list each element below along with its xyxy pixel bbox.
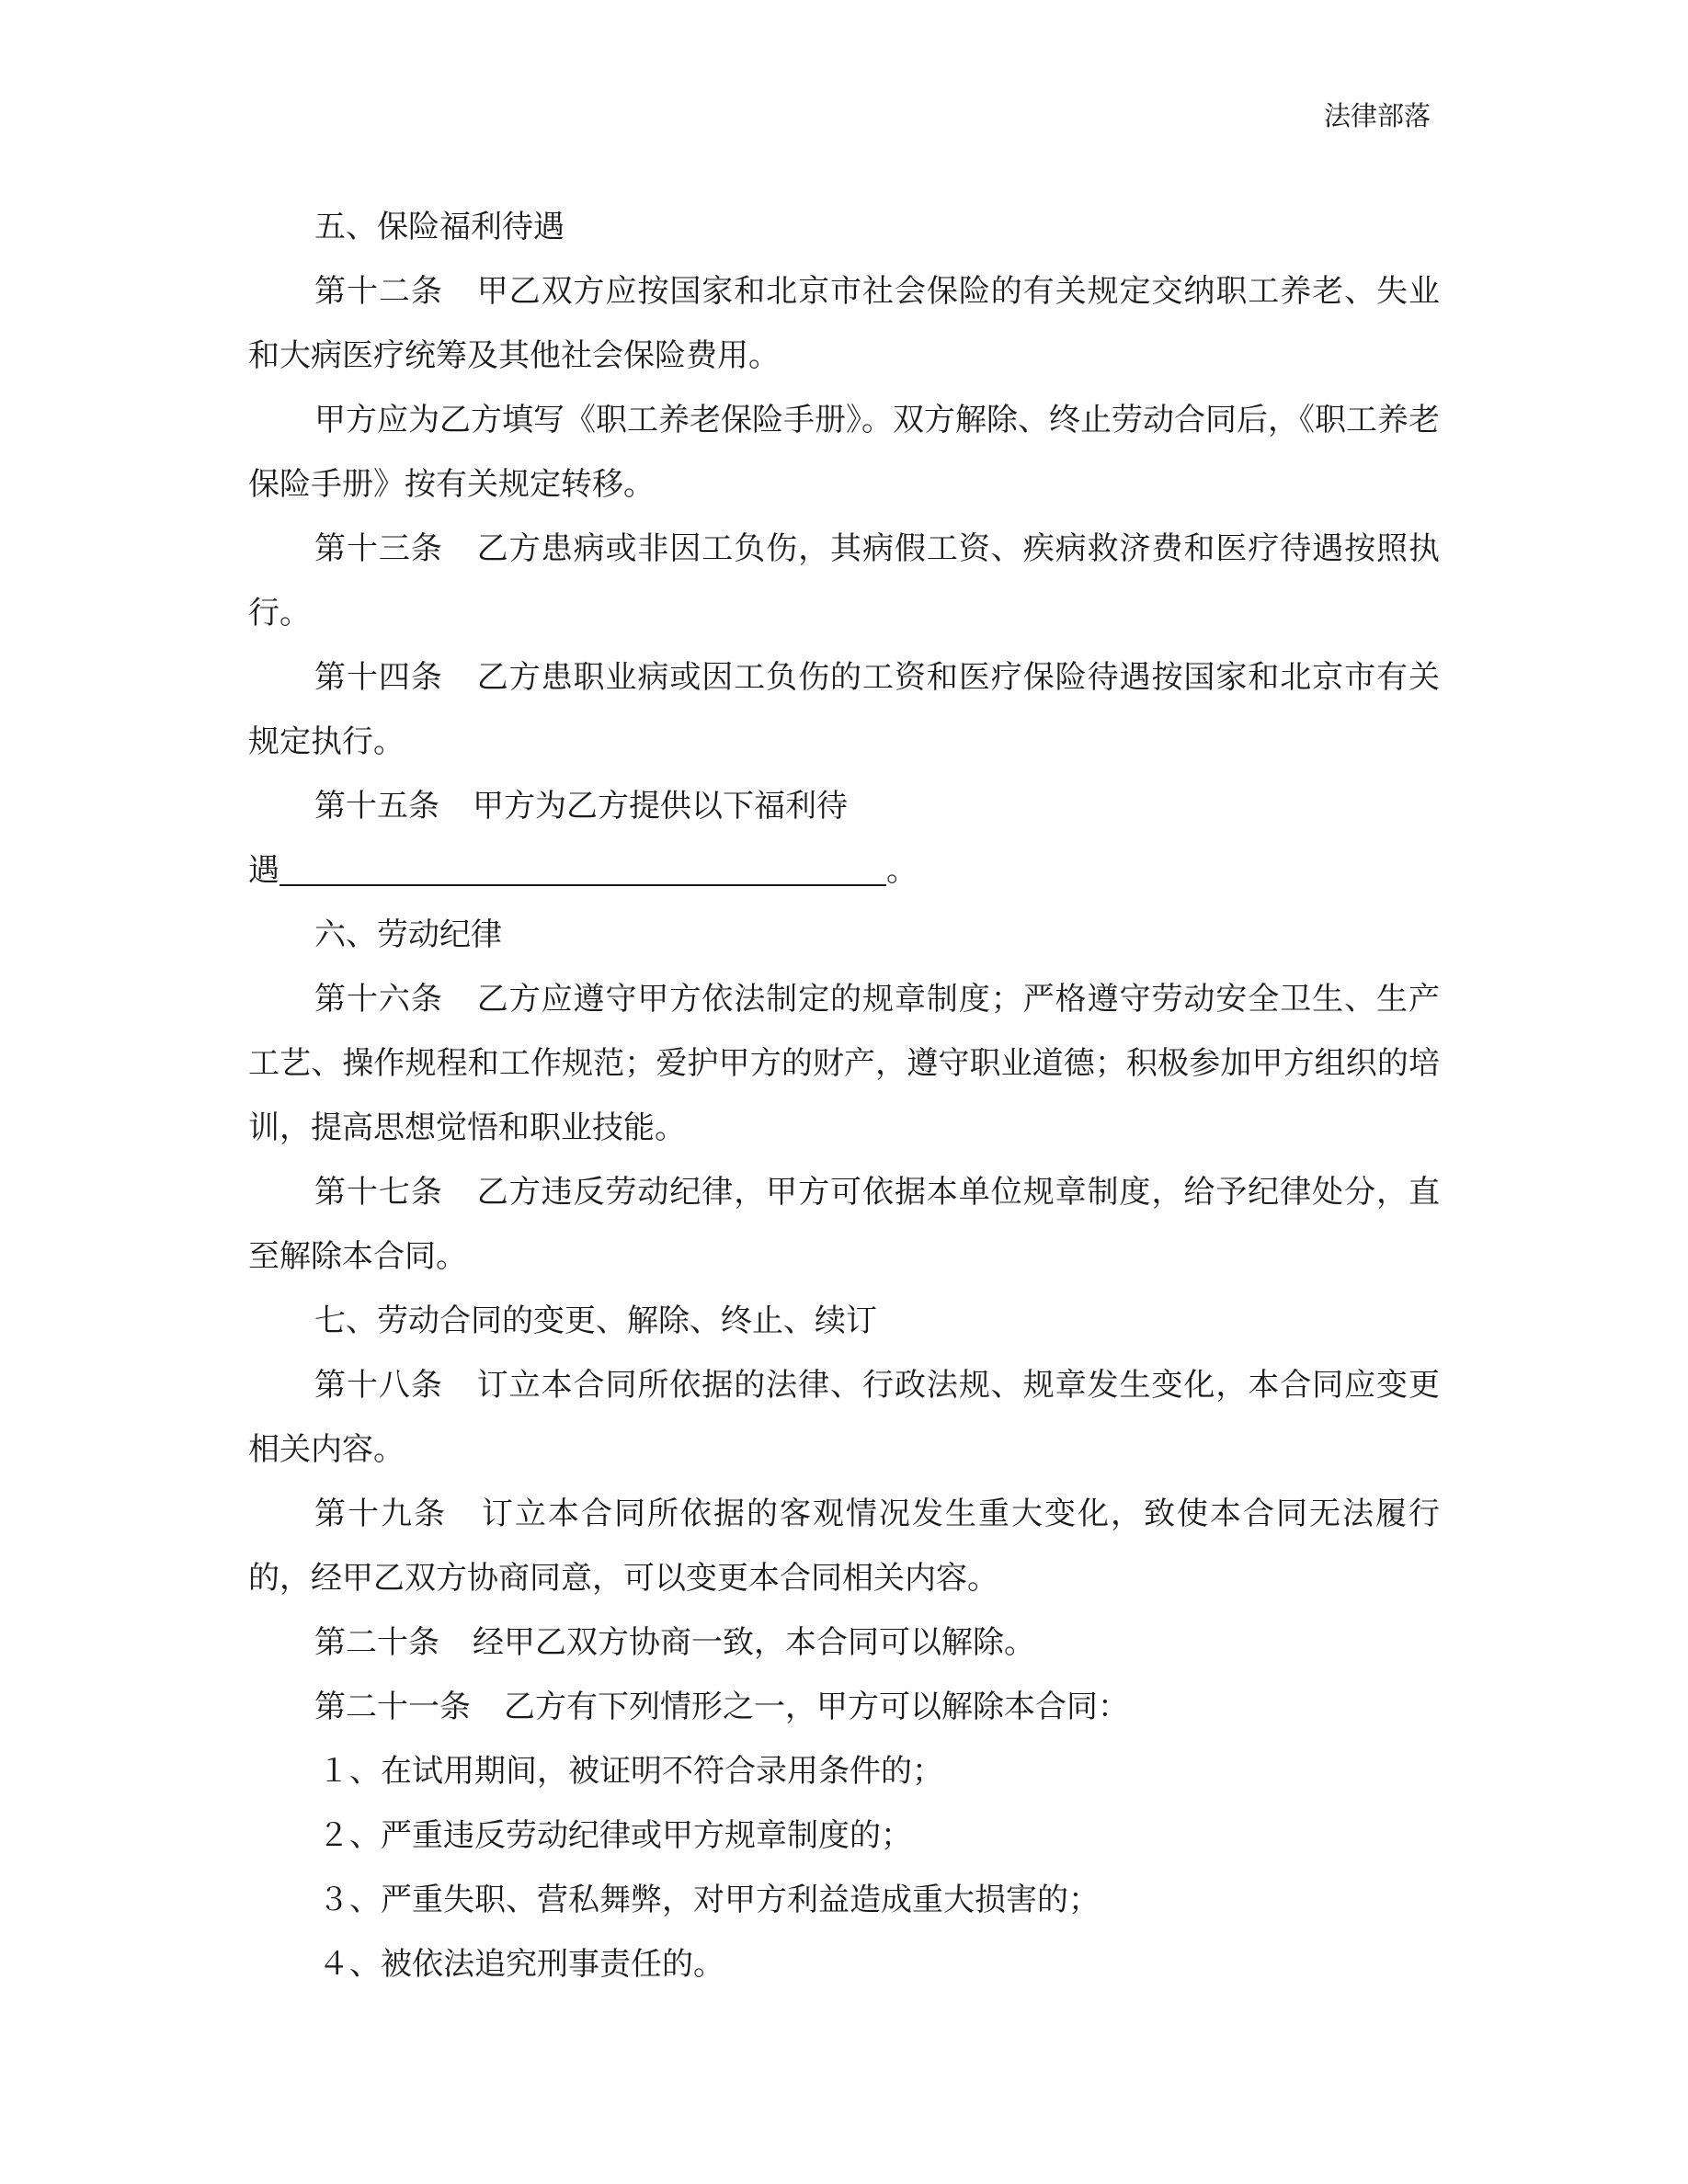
article-12 [248, 259, 1440, 388]
article-17 [248, 1160, 1440, 1289]
section-heading: 六、劳动纪律 [314, 916, 502, 953]
article-20 [248, 1610, 1440, 1675]
fill-in-blank [279, 847, 886, 886]
article-number: 第十五条 [314, 788, 439, 825]
article-number: 第二十一条 [314, 1689, 471, 1725]
article-text: 订立本合同所依据的客观情况发生重大变化，致使本合同无法履行的，经甲乙双方协商同意，可以变更本合同相关内容。 [248, 1496, 1440, 1597]
section-heading: 五、保险福利待遇 [314, 209, 565, 245]
article-15 [248, 774, 1440, 838]
article-number: 第十九条 [314, 1496, 447, 1532]
article-number: 第十七条 [314, 1174, 443, 1211]
article-number: 第二十条 [314, 1624, 439, 1661]
article-21 [248, 1675, 1440, 1739]
article-text: 甲乙双方应按国家和北京市社会保险的有关规定交纳职工养老、失业和大病医疗统筹及其他社会保险费用。 [248, 273, 1440, 374]
page-header: 法律部落 [1323, 100, 1431, 131]
article-number: 第十二条 [314, 273, 443, 310]
article-18 [248, 1353, 1440, 1482]
article-text: 乙方患职业病或因工负伤的工资和医疗保险待遇按国家和北京市有关规定执行。 [248, 659, 1440, 760]
section-heading: 七、劳动合同的变更、解除、终止、续订 [314, 1302, 877, 1339]
paragraph: 甲方应为乙方填写《职工养老保险手册》。双方解除、终止劳动合同后，《职工养老保险手册》按有关规定转移。 [248, 402, 1440, 503]
article-text: 乙方患病或非因工负伤，其病假工资、疾病救济费和医疗待遇按照执行。 [248, 530, 1440, 631]
article-text: 甲方为乙方提供以下福利待 [473, 788, 848, 825]
article-13 [248, 517, 1440, 645]
article-text: 乙方有下列情形之一，甲方可以解除本合同： [504, 1689, 1129, 1725]
article-number: 第十四条 [314, 659, 443, 696]
article-text: 乙方违反劳动纪律，甲方可依据本单位规章制度，给予纪律处分，直至解除本合同。 [248, 1174, 1440, 1275]
document-body [248, 195, 1440, 1996]
article-text: 订立本合同所依据的法律、行政法规、规章发生变化，本合同应变更相关内容。 [248, 1367, 1440, 1468]
article-15-continuation [248, 838, 1440, 903]
article-19 [248, 1482, 1440, 1610]
article-number: 第十三条 [314, 530, 443, 567]
article-text-end: 。 [886, 852, 918, 889]
article-text: 经甲乙双方协商一致，本合同可以解除。 [473, 1624, 1035, 1661]
list-item: ４、被依法追究刑事责任的。 [318, 1946, 724, 1983]
list-item: ３、严重失职、营私舞弊，对甲方利益造成重大损害的； [318, 1882, 1100, 1918]
article-14 [248, 645, 1440, 774]
list-item: ２、严重违反劳动纪律或甲方规章制度的； [318, 1817, 912, 1854]
article-text-cont: 遇 [248, 852, 279, 889]
article-number: 第十八条 [314, 1367, 443, 1404]
article-text: 乙方应遵守甲方依法制定的规章制度；严格遵守劳动安全卫生、生产工艺、操作规程和工作规范；爱护甲方的财产，遵守职业道德；积极参加甲方组织的培训，提高思想觉悟和职业技能。 [248, 981, 1440, 1146]
list-item: １、在试用期间，被证明不符合录用条件的； [318, 1753, 943, 1790]
article-number: 第十六条 [314, 981, 443, 1018]
article-16 [248, 967, 1440, 1160]
